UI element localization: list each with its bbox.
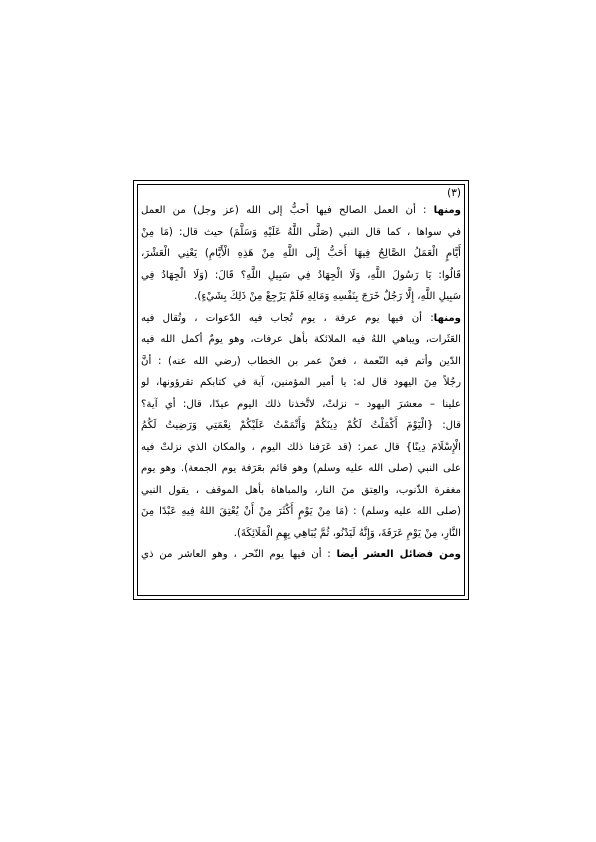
- line-text: : أن فيها يوم النّحر ، وهو العاشر من ذي: [141, 549, 337, 560]
- line-text: على النبي (صلى الله عليه وسلم) وهو قائم بعَرَفة يوم الجمعة). وهو يوم: [141, 463, 461, 474]
- section-lead: ومنها: [433, 312, 461, 324]
- text-line: [141, 222, 461, 244]
- line-text: الدّين وأتم فيه النّعمة ، فعنْ عمر بن الخطاب (رضي الله عنه) : أنَّ: [141, 355, 461, 367]
- line-text: قَالُوا: يَا رَسُولَ اللَّهِ، وَلَا الْجِهَادُ فِي سَبِيلِ اللَّهِ؟ قَالَ: (وَلَا الْجِهَادُ فِي: [141, 269, 461, 281]
- line-text: رجُلاً مِنَ اليهود قال له: يا أمير المؤمنين، آية في كتابكم تقرؤونها، لو: [141, 377, 461, 388]
- text-line: [141, 372, 461, 394]
- section-lead: ومنها: [433, 205, 461, 216]
- line-text: سَبِيلِ اللَّهِ، إِلَّا رَجُلٌ خَرَجَ بِنَفْسِهِ وَمَالِهِ فَلَمْ يَرْجِعْ مِنْ ذَلِكَ بِشَيْءٍ).: [194, 291, 461, 302]
- line-text: النَّارِ، مِنْ يَوْمِ عَرَفَةَ، وَإِنَّهُ لَيَدْنُو، ثُمَّ يُبَاهِي بِهِمِ الْمَلَائِكَةَ).: [233, 527, 461, 539]
- line-text: علينا – معشرَ اليهود – نزلتْ، لاتَّخذنا ذلك اليوم عيدًا، قال: أي آية؟: [141, 398, 461, 410]
- text-line: [141, 351, 461, 373]
- text-line: [141, 394, 461, 416]
- text-line: [141, 200, 461, 222]
- page-number: (٣): [447, 187, 461, 199]
- text-line: [141, 308, 461, 330]
- section-lead: ومن فضائل العشر أيضا: [336, 549, 461, 560]
- text-line: [141, 329, 461, 351]
- line-text: الْإِسْلَامَ دِينًا} قال عمر: (قد عَرَفنا ذلك اليوم ، والمكان الذي نزلتْ فيه: [141, 441, 461, 453]
- text-line: [141, 523, 461, 545]
- text-line: [141, 286, 461, 308]
- line-text: في سواها ، كما قال النبي (صَلَّى اللَّهُ عَلَيْهِ وَسَلَّمَ) حيث قال: (مَا مِنْ: [141, 226, 461, 238]
- line-text: : أن العمل الصالح فيها أحبُّ إلى الله (عز وجل) من العمل: [141, 205, 434, 216]
- text-line: [141, 544, 461, 566]
- line-text: قال: {الْيَوْمَ أَكْمَلْتُ لَكُمْ دِينَكُمْ وَأَتْمَمْتُ عَلَيْكُمْ نِعْمَتِي وَرَضِيتُ لَكُمُ: [141, 420, 461, 431]
- page-content: [141, 186, 461, 566]
- text-line: [141, 458, 461, 480]
- line-text: : أن فيها يوم عرفة ، يوم تُجاب فيه الدّعوات ، وتُقال فيه: [141, 312, 434, 324]
- line-text: مغفرة الذّنوب، والعِتق منَ النار، والمباهاة بأهل الموقف ، يقول النبي: [141, 484, 461, 496]
- text-line: [141, 243, 461, 265]
- text-line: [141, 480, 461, 502]
- line-text: العَثَرات، ويباهي اللهُ فيه الملائكة بأهل عرفات، وهو يومٌ أكمل الله فيه: [141, 334, 461, 345]
- text-line: [141, 265, 461, 287]
- text-body: [141, 200, 461, 566]
- text-line: [141, 501, 461, 523]
- text-line: [141, 437, 461, 459]
- line-text: (صلى الله عليه وسلم) : (مَا مِنْ يَوْمٍ أَكْثَرَ مِنْ أَنْ يُعْتِقَ اللهُ فِيهِ عَبْدًا مِنَ: [141, 506, 461, 517]
- text-line: [141, 415, 461, 437]
- line-text: أَيَّامٍ الْعَمَلُ الصَّالِحُ فِيهَا أَحَبُّ إِلَى اللَّهِ مِنْ هَذِهِ الْأَيَّامِ) يَعْنِي الْعَشْرَ،: [141, 248, 461, 259]
